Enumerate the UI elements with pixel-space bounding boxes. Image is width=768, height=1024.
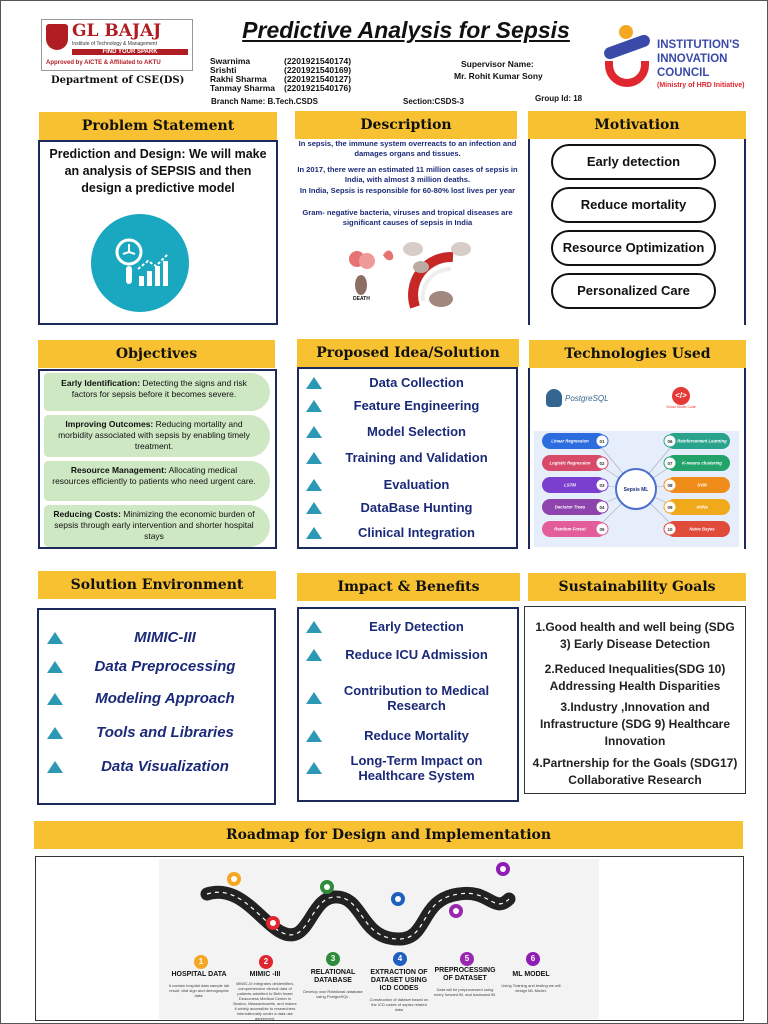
triangle-icon [47, 661, 63, 673]
impact-item: Early Detection [306, 619, 511, 634]
objective-item: Reducing Costs: Minimizing the economic burden of sepsis through early intervention and shorter hospital stays [44, 505, 270, 547]
ml-model-number: 03 [599, 483, 605, 488]
sustainability-item: 2.Reduced Inequalities(SDG 10) Addressing Health Disparities [544, 662, 726, 693]
objective-item: Improving Outcomes: Reducing mortality and morbidity associated with sepsis by enabling timely treatment. [44, 415, 270, 457]
step-badge: 4 [393, 952, 407, 966]
triangle-icon [306, 621, 322, 633]
iic-logo [601, 25, 751, 97]
logo-subtitle: Institute of Technology & Management [72, 41, 157, 47]
motivation-heading: Motivation [528, 111, 746, 139]
iic-line-2: INNOVATION [657, 53, 728, 65]
ml-model-node [664, 521, 730, 537]
problem-box [38, 140, 278, 325]
ml-model-label: Reinforcement Learning [677, 438, 727, 444]
ml-model-number: 07 [667, 461, 673, 466]
ml-model-node [664, 433, 730, 449]
center-label: Sepsis ML [623, 487, 649, 493]
step-badge: 1 [194, 955, 208, 969]
ml-model-label: Naive Bayes [689, 526, 715, 532]
problem-heading: Problem Statement [39, 112, 277, 140]
ml-model-number: 02 [599, 461, 605, 466]
sustainability-heading: Sustainability Goals [528, 573, 746, 601]
description-heading: Description [295, 111, 517, 139]
triangle-icon [47, 693, 63, 705]
triangle-icon [47, 632, 63, 644]
environment-item: Tools and Libraries [47, 724, 267, 741]
impact-item: Reduce ICU Admission [306, 647, 511, 662]
step-description: Data will be preprocessed using every forward fill, and backward fill. [433, 987, 497, 997]
triangle-icon [306, 377, 322, 389]
proposed-item: DataBase Hunting [306, 500, 511, 515]
environment-item: MIMIC-III [47, 629, 267, 646]
ml-model-label: Decision Trees [554, 504, 586, 510]
triangle-icon [306, 692, 322, 704]
student-row: Tanmay Sharma (2201921540176) [210, 83, 352, 93]
roadmap-heading: Roadmap for Design and Implementation [34, 821, 743, 849]
ml-model-number: 06 [667, 439, 673, 444]
objectives-heading: Objectives [38, 340, 275, 368]
ml-model-label: ANNs [696, 504, 708, 510]
ml-model-node [542, 499, 608, 515]
page-title: Predictive Analysis for Sepsis [242, 17, 570, 43]
environment-item: Modeling Approach [47, 690, 267, 707]
triangle-icon [306, 426, 322, 438]
step-description: Construction of dataset based on the ICD codes of sepsis related data [369, 997, 429, 1012]
ml-model-label: K-means clustering [682, 460, 722, 466]
iic-line-1: INSTITUTION'S [657, 39, 740, 51]
ml-model-number: 01 [599, 439, 605, 444]
death-label: DEATH [353, 296, 370, 302]
proposed-item: Training and Validation [306, 450, 511, 465]
description-p4: Gram- negative bacteria, viruses and tropical diseases are significant causes of sepsis in India [302, 208, 513, 227]
step-title: RELATIONAL DATABASE [310, 969, 356, 984]
triangle-icon [306, 730, 322, 742]
environment-heading: Solution Environment [38, 571, 276, 599]
ml-model-node [542, 521, 608, 537]
step-badge: 6 [526, 952, 540, 966]
department: Department of CSE(DS) [51, 75, 185, 86]
postgresql-logo: PostgreSQL [546, 389, 609, 407]
motivation-item: Reduce mortality [551, 187, 716, 223]
description-p2: In 2017, there were an estimated 11 million cases of sepsis in India, with almost 3 million deaths. [297, 165, 518, 184]
supervisor-name: Mr. Rohit Kumar Sony [454, 71, 543, 81]
college-logo [41, 19, 193, 71]
motivation-item: Resource Optimization [551, 230, 716, 266]
triangle-icon [306, 762, 322, 774]
description-p1: In sepsis, the immune system overreacts to an infection and damages organs and tissues. [298, 139, 517, 158]
step-title: MIMIC -III [249, 971, 281, 978]
step-description: It contain hospital data sample lab result, vital sign and demographic data. [168, 983, 230, 998]
triangle-icon [306, 649, 322, 661]
ml-model-label: Logistic Regression [549, 460, 591, 466]
logo-tagline: FIND YOUR SPARK [72, 49, 188, 55]
impact-item: Contribution to Medical Research [306, 683, 511, 713]
sepsis-illustration [343, 237, 493, 319]
step-title: EXTRACTION OF DATASET USING ICD CODES [370, 969, 428, 992]
step-title: HOSPITAL DATA [171, 971, 227, 978]
logo-name: GL BAJAJ [72, 21, 162, 41]
impact-item: Reduce Mortality [306, 728, 511, 743]
proposed-heading: Proposed Idea/Solution [297, 339, 519, 367]
ml-model-number: 05 [599, 527, 605, 532]
student-row: Srishti (2201921540169) [210, 65, 352, 75]
sustainability-item: 1.Good health and well being (SDG 3) Early Disease Detection [535, 620, 735, 651]
pin-icon [227, 872, 241, 886]
pin-icon [496, 862, 510, 876]
step-description: MIMIC-III integrates deidentified, comprehensive clinical data of patients admitted to Beth Israel Deaconess Medical Center in Boston, Massachusetts, and makes it widely accessible to researchers internationally under a data use agreement. [233, 981, 297, 1021]
proposed-item: Data Collection [306, 375, 511, 390]
step-description: Develop own Relational database using PostgreSQL. [303, 989, 363, 999]
iic-line-4: (Ministry of HRD Initiative) [657, 82, 745, 89]
student-row: Swarnima (2201921540174) [210, 56, 352, 66]
ml-models-diagram [534, 431, 739, 547]
step-badge: 5 [460, 952, 474, 966]
ml-model-number: 04 [599, 505, 605, 510]
environment-item: Data Visualization [47, 758, 267, 775]
triangle-icon [47, 761, 63, 773]
triangle-icon [306, 452, 322, 464]
road-svg [159, 859, 599, 959]
pin-icon [266, 916, 280, 930]
students-list [210, 57, 351, 93]
description-p3: In India, Sepsis is responsible for 60-80% lost lives per year [299, 186, 516, 195]
pin-icon [320, 880, 334, 894]
ml-model-node [664, 477, 730, 493]
student-row: Rakhi Sharma (2201921540127) [210, 74, 352, 84]
ml-models-svg [534, 431, 739, 547]
ml-model-label: Random Forest [554, 526, 586, 532]
impact-item: Long-Term Impact on Healthcare System [306, 753, 511, 783]
motivation-item: Early detection [551, 144, 716, 180]
objective-item: Early Identification: Detecting the signs and risk factors for sepsis before it becomes severe. [44, 373, 270, 411]
step-description: Using Training and testing we will design ML Model. [501, 983, 561, 993]
branch-name: Branch Name: B.Tech.CSDS [211, 97, 318, 106]
proposed-item: Model Selection [306, 424, 511, 439]
step-badge: 3 [326, 952, 340, 966]
proposed-item: Evaluation [306, 477, 511, 492]
section: Section:CSDS-3 [403, 97, 464, 106]
motivation-item: Personalized Care [551, 273, 716, 309]
objective-item: Resource Management: Allocating medical resources efficiently to patients who need urgent care. [44, 461, 270, 501]
technologies-heading: Technologies Used [529, 340, 746, 368]
ml-model-node [542, 433, 608, 449]
sustainability-item: 4.Partnership for the Goals (SDG17) Collaborative Research [532, 756, 738, 787]
pin-icon [391, 892, 405, 906]
step-badge: 2 [259, 955, 273, 969]
sustainability-item: 3.Industry ,Innovation and Infrastructure (SDG 9) Healthcare Innovation [539, 700, 731, 748]
proposed-item: Clinical Integration [306, 525, 511, 540]
problem-text: Prediction and Design: We will make an analysis of SEPSIS and then design a predictive model [49, 147, 267, 195]
ml-model-label: SVM [697, 482, 707, 488]
ml-model-number: 09 [667, 505, 673, 510]
triangle-icon [306, 400, 322, 412]
ml-model-node [542, 477, 608, 493]
triangle-icon [306, 502, 322, 514]
group-id: Group Id: 18 [535, 94, 583, 103]
analytics-icon [91, 214, 189, 312]
proposed-item: Feature Engineering [306, 398, 511, 413]
ml-model-number: 08 [667, 483, 673, 488]
ml-model-node [664, 499, 730, 515]
step-title: PREPROCESSING OF DATASET [434, 967, 496, 982]
triangle-icon [306, 527, 322, 539]
crest-icon [46, 24, 68, 50]
triangle-icon [306, 479, 322, 491]
ml-model-number: 10 [667, 527, 673, 532]
ml-model-node [664, 455, 730, 471]
elephant-icon [546, 389, 562, 407]
ml-model-label: LSTM [564, 482, 576, 488]
ml-model-label: Linear Regression [551, 438, 589, 444]
code-icon: </> [672, 387, 690, 405]
ml-model-node [542, 455, 608, 471]
environment-item: Data Preprocessing [47, 658, 267, 675]
description-box [297, 139, 518, 325]
vscode-logo: </> Visual Studio Code [661, 387, 701, 409]
pin-icon [449, 904, 463, 918]
impact-heading: Impact & Benefits [297, 573, 520, 601]
logo-approval: Approved by AICTE & Affiliated to AKTU [46, 60, 161, 66]
triangle-icon [47, 727, 63, 739]
iic-figure-icon [601, 25, 653, 91]
step-title: ML MODEL [512, 971, 550, 978]
iic-line-3: COUNCIL [657, 67, 710, 79]
supervisor-label: Supervisor Name: [461, 59, 534, 69]
